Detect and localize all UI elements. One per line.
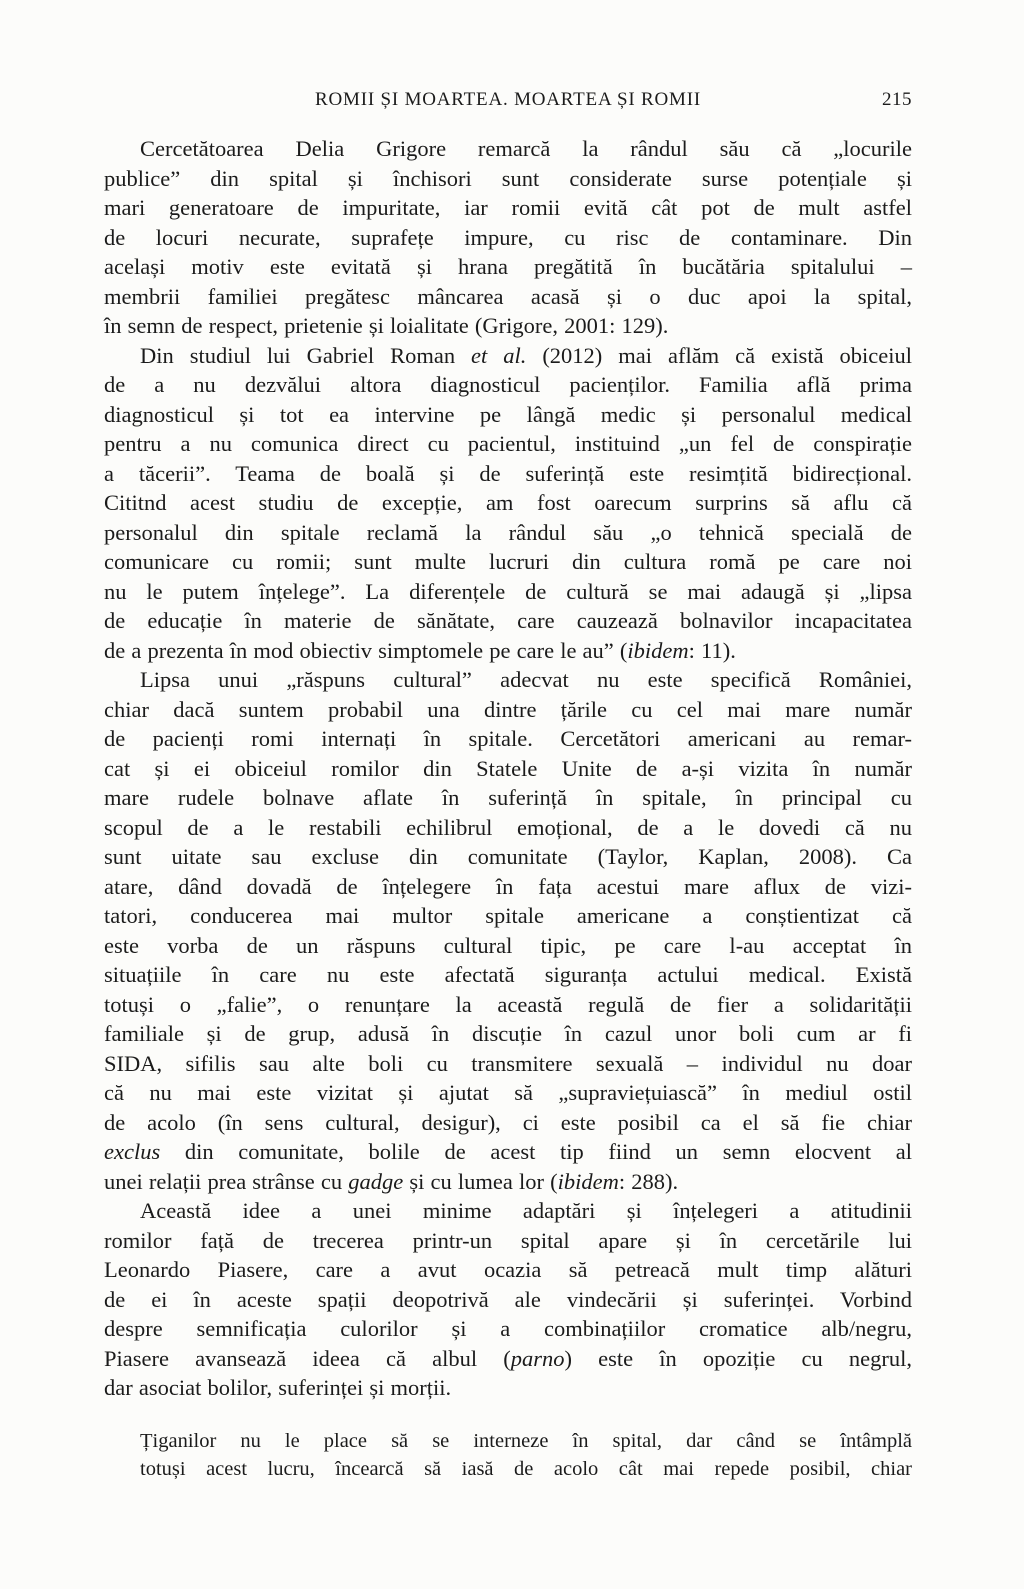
text-line: membrii familiei pregătesc mâncarea acasă și o duc apoi la spital, [104,283,912,309]
text-line: SIDA, sifilis sau alte boli cu transmitere sexuală – individul nu doar [104,1050,912,1076]
italic-text: parno [510,1345,565,1371]
text-line: comunicare cu romii; sunt multe lucruri din cultura romă pe care noi [104,549,912,574]
text-line: de ei în aceste spații deopotrivă ale vindecării și suferinței. Vorbind [104,1286,912,1312]
text-line: exclus din comunitate, bolile de acest tip fiind un semn elocvent al [104,1139,912,1164]
text-line: totuși o „falie”, o renunțare la această regulă de fier a solidarității [104,991,912,1017]
text-line: Lipsa unui „răspuns cultural” adecvat nu este specifică României, [140,667,912,692]
text-line: de pacienți romi internați în spitale. Cercetători americani au remar- [104,726,912,751]
text-line: tatori, conducerea mai multor spitale americane a conștientizat că [104,903,912,928]
text-line: este vorba de un răspuns cultural tipic, pe care l-au acceptat în [104,932,912,958]
text-line: Piasere avansează ideea că albul (parno) este în opoziție cu negrul, [104,1345,912,1371]
body-text [104,134,912,1403]
italic-text: exclus [104,1139,161,1164]
text-line: Cititnd acest studiu de excepție, am fost oarecum surprins să aflu că [104,490,912,515]
text-line: de acolo (în sens cultural, desigur), ci este posibil ca el să fie chiar [104,1109,912,1135]
text-line: în semn de respect, prietenie și loialitate (Grigore, 2001: 129). [104,313,669,338]
text-line: de educație în materie de sănătate, care cauzează bolnavilor incapacitatea [104,608,912,633]
page-header [104,88,912,114]
text-line: că nu mai este vizitat și ajutat să „supraviețuiască” în mediul ostil [104,1080,912,1105]
text-line: familiale și de grup, adusă în discuție în cazul unor boli cum ar fi [104,1021,912,1046]
text-line: unei relații prea strânse cu gadge și cu lumea lor (ibidem: 288). [104,1168,679,1194]
italic-text: ibidem [557,1168,619,1194]
italic-text: et al. [471,342,527,368]
italic-text: gadge [348,1168,404,1194]
running-head-title: ROMII ȘI MOARTEA. MOARTEA ȘI ROMII [315,89,701,110]
text-line: totuși acest lucru, încearcă să iasă de acolo cât mai repede posibil, chiar [140,1457,912,1480]
text-line: chiar dacă suntem probabil una dintre țările cu cel mai mare număr [104,696,912,722]
text-line: de a prezenta în mod obiectiv simptomele pe care le au” (ibidem: 11). [104,637,736,663]
text-line: de locuri necurate, suprafețe impure, cu risc de contaminare. Din [104,224,912,250]
text-line: sunt uitate sau excluse din comunitate (Taylor, Kaplan, 2008). Ca [104,844,912,869]
text-line: mari generatoare de impuritate, iar romii evită cât pot de mult astfel [104,195,912,220]
text-line: nu le putem înțelege”. La diferențele de cultură se mai adaugă și „lipsa [104,578,912,604]
text-line: diagnosticul și tot ea intervine pe lângă medic și personalul medical [104,401,912,427]
text-line: de a nu dezvălui altora diagnosticul pacienților. Familia află prima [104,372,912,397]
text-line: atare, dând dovadă de înțelegere în fața acestui mare aflux de vizi- [104,873,912,899]
text-line: a tăcerii”. Teama de boală și de suferință este resimțită bidirecțional. [104,460,912,486]
text-line: Cercetătoarea Delia Grigore remarcă la rândul său că „locurile [140,136,912,161]
italic-text: ibidem [627,637,689,663]
text-line: dar asociat bolilor, suferinței și morții. [104,1375,452,1400]
text-line: despre semnificația culorilor și a combinațiilor cromatice alb/negru, [104,1316,912,1341]
text-line: romilor față de trecerea printr-un spital apare și în cercetările lui [104,1227,912,1253]
text-line: mare rudele bolnave aflate în suferință în spitale, în principal cu [104,785,912,810]
text-line: pentru a nu comunica direct cu pacientul, instituind „un fel de conspirație [104,431,912,456]
text-line: personalul din spitale reclamă la rândul său „o tehnică specială de [104,519,912,545]
text-line: Țiganilor nu le place să se interneze în spital, dar când se întâmplă [140,1430,912,1452]
text-line: cat și ei obiceiul romilor din Statele Unite de a-și vizita în număr [104,755,912,781]
text-line: publice” din spital și închisori sunt considerate surse potențiale și [104,165,912,191]
text-line: Din studiul lui Gabriel Roman et al. (2012) mai aflăm că există obiceiul [140,342,912,368]
page-number: 215 [882,89,912,110]
text-line: Leonardo Piasere, care a avut ocazia să petreacă mult timp alături [104,1257,912,1282]
text-line: același motiv este evitată și hrana pregătită în bucătăria spitalului – [104,254,912,279]
text-line: Această idee a unei minime adaptări și înțelegeri a atitudinii [140,1198,912,1223]
text-line: situațiile în care nu este afectată siguranța actului medical. Există [104,962,912,987]
text-line: scopul de a le restabili echilibrul emoțional, de a le dovedi că nu [104,814,912,840]
block-quote [140,1428,912,1483]
